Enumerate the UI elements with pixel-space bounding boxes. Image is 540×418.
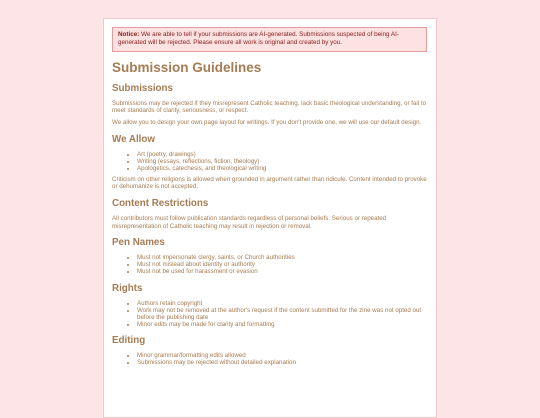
list-item: • Must not be used for harassment or evasion — [137, 268, 427, 275]
submissions-paragraph-1: Submissions may be rejected if they misrepresent Catholic teaching, lack basic theological understanding, or fail to meet standards of clarity, seriousness, or respect. — [112, 99, 427, 115]
ai-notice-banner — [112, 27, 427, 52]
list-item: • Minor edits may be made for clarity and formatting — [137, 321, 427, 328]
pen-names-list — [112, 254, 427, 275]
section-heading-content-restrictions: Content Restrictions — [112, 198, 209, 210]
list-item: • Authors retain copyright — [137, 300, 427, 307]
section-heading-we-allow: We Allow — [112, 133, 155, 145]
guidelines-page — [103, 18, 437, 418]
submissions-paragraph-2: We allow you to design your own page layout for writings. If you don't provide one, we will use our default design. — [112, 119, 422, 126]
list-item: • Writing (essays, reflections, fiction, theology) — [137, 158, 427, 165]
editing-list — [112, 352, 427, 366]
section-heading-editing: Editing — [112, 334, 146, 346]
section-heading-pen-names: Pen Names — [112, 237, 165, 249]
rights-list — [112, 300, 427, 328]
list-item: • Submissions may be rejected without detailed explanation — [137, 359, 427, 366]
list-item: • Art (poetry, drawings) — [137, 151, 427, 158]
section-heading-rights: Rights — [112, 282, 143, 294]
page-title: Submission Guidelines — [112, 59, 262, 75]
we-allow-list — [112, 151, 427, 172]
we-allow-note: Criticism on other religions is allowed when grounded in argument rather than ridicule. Content intended to provoke or dehumanize is not accepted. — [112, 175, 427, 191]
notice-label: Notice: — [118, 31, 140, 38]
list-item: • Must not impersonate clergy, saints, or Church authorities — [137, 254, 427, 261]
list-item: • Must not mislead about identity or authority — [137, 261, 427, 268]
section-heading-submissions: Submissions — [112, 82, 173, 94]
list-item: • Apologetics, catechesis, and theological writing — [137, 165, 427, 172]
list-item: • Work may not be removed at the author's request if the content submitted for the zine was not opted out before the publishing date — [137, 307, 427, 321]
content-restrictions-paragraph: All contributors must follow publication standards regardless of personal beliefs. Serious or repeated misrepresentation of Catholic teaching may result in rejection or removal. — [112, 215, 387, 230]
notice-text: We are able to tell if your submissions are AI-generated. Submissions suspected of being AI-generated will be rejected. Please ensure all work is original and created by you. — [118, 31, 399, 47]
list-item: • Minor grammar/formatting edits allowed — [137, 352, 427, 359]
